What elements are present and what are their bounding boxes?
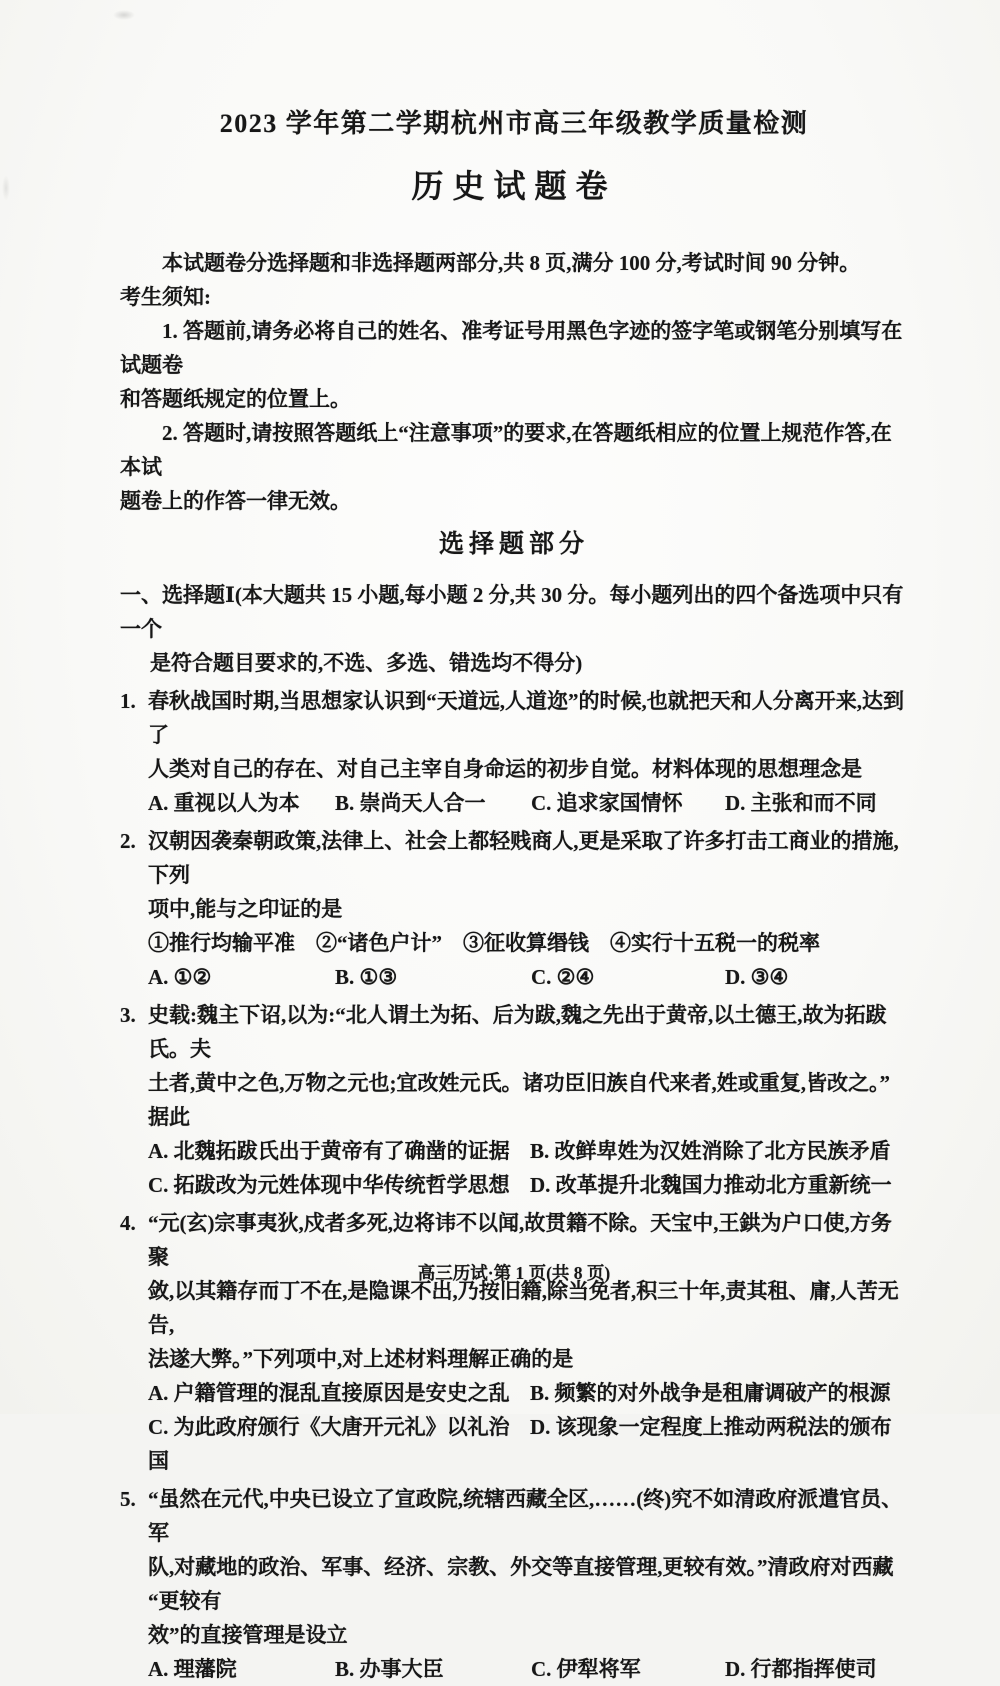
option-d: D. 该现象一定程度上推动两税法的颁布 [530,1415,892,1439]
stem-line: 效”的直接管理是设立 [148,1623,348,1647]
stem-line: 史载:魏主下诏,以为:“北人谓土为拓、后为跋,魏之先出于黄帝,以土德王,故为拓跋氏。夫 [148,1003,887,1061]
stem-line: “虽然在元代,中央已设立了宣政院,统辖西藏全区,……(终)究不如清政府派遣官员、军 [148,1487,903,1545]
option-c: C. 拓跋改为元姓体现中华传统哲学思想 [148,1173,510,1197]
notice-heading: 考生须知: [120,285,211,309]
section-title: 选择题部分 [438,531,589,558]
scan-artifact [113,10,135,20]
option-d: D. 行都指挥使司 [725,1657,877,1681]
question-3 [120,998,908,1202]
stem-line: 队,对藏地的政治、军事、经济、宗教、外交等直接管理,更较有效。”清政府对西藏“更较有 [148,1555,894,1613]
question-number: 4. [120,1211,136,1235]
option-row [148,960,908,994]
question-2 [120,824,908,994]
option-b: B. 改鲜卑姓为汉姓消除了北方民族矛盾 [530,1139,891,1163]
stem-line: 敛,以其籍存而丁不在,是隐课不出,乃按旧籍,除当免者,积三十年,责其租、庸,人苦无告, [148,1279,899,1337]
exam-title: 2023 学年第二学期杭州市高三年级教学质量检测 [219,109,809,138]
question-number: 3. [120,1003,136,1027]
page-footer: 高三历试·第 1 页(共 8 页) [417,1263,611,1283]
notice-line: 和答题纸规定的位置上。 [120,387,351,411]
stem-line: 项中,能与之印证的是 [148,897,343,921]
option-a: A. 北魏拓跋氏出于黄帝有了确凿的证据 [148,1139,510,1163]
stem-line: 人类对自己的存在、对自己主宰自身命运的初步自觉。材料体现的思想理念是 [148,757,862,781]
option-b: B. 崇尚天人合一 [335,791,486,815]
option-d: D. 改革提升北魏国力推动北方重新统一 [530,1173,892,1197]
option-row [148,1410,908,1478]
question-number: 2. [120,829,136,853]
option-a: A. 重视以人为本 [148,791,300,815]
option-c: C. 追求家国情怀 [531,791,683,815]
question-1 [120,684,908,820]
question-5 [120,1482,908,1686]
option-c: C. ②④ [531,965,595,989]
section-instruction-line: 一、选择题Ⅰ(本大题共 15 小题,每小题 2 分,共 30 分。每小题列出的四个备选项中只有一个 [120,583,904,641]
option-a: A. 理藩院 [148,1657,237,1681]
stem-line: 土者,黄中之色,万物之元也;宜改姓元氏。诸功臣旧族自代来者,姓或重复,皆改之。”据此 [148,1071,890,1129]
option-c: C. 为此政府颁行《大唐开元礼》以礼治国 [148,1415,510,1473]
question-number: 5. [120,1487,136,1511]
notice-line: 2. 答题时,请按照答题纸上“注意事项”的要求,在答题纸相应的位置上规范作答,在本试 [120,421,892,479]
option-b: B. ①③ [335,965,398,989]
notice-line: 1. 答题前,请务必将自己的姓名、准考证号用黑色字迹的签字笔或钢笔分别填写在试题卷 [120,319,903,377]
option-a: A. 户籍管理的混乱直接原因是安史之乱 [148,1381,510,1405]
part-instruction [120,578,908,680]
option-b: B. 办事大臣 [335,1657,444,1681]
notice-line: 题卷上的作答一律无效。 [120,489,351,513]
section-instruction-line: 是符合题目要求的,不选、多选、错选均不得分) [150,651,583,675]
stem-line: 法遂大弊。”下列项中,对上述材料理解正确的是 [148,1347,574,1371]
option-c: C. 伊犁将军 [531,1657,641,1681]
scan-artifact [2,175,10,201]
question-4 [120,1206,908,1478]
option-b: B. 频繁的对外战争是租庸调破产的根源 [530,1381,891,1405]
option-row [148,786,908,820]
option-d: D. ③④ [725,965,789,989]
stem-line: 汉朝因袭秦朝政策,法律上、社会上都轻贱商人,更是采取了许多打击工商业的措施,下列 [148,829,899,887]
paper-intro: 本试题卷分选择题和非选择题两部分,共 8 页,满分 100 分,考试时间 90 分钟。 [162,251,861,275]
stem-line: “元(玄)宗事夷狄,戍者多死,边将讳不以闻,故贯籍不除。天宝中,王鉷为户口使,方务聚 [148,1211,892,1269]
option-d: D. 主张和而不同 [725,791,877,815]
option-row [148,1168,908,1202]
question-number: 1. [120,689,136,713]
paper-title: 历史试题卷 [411,168,617,204]
option-row [148,1134,908,1168]
stem-line: ①推行均输平准 ②“诸色户计” ③征收算缗钱 ④实行十五税一的税率 [148,931,820,955]
option-a: A. ①② [148,965,212,989]
option-row [148,1652,908,1686]
option-row [148,1376,908,1410]
stem-line: 春秋战国时期,当思想家认识到“天道远,人道迩”的时候,也就把天和人分离开来,达到了 [148,689,904,747]
